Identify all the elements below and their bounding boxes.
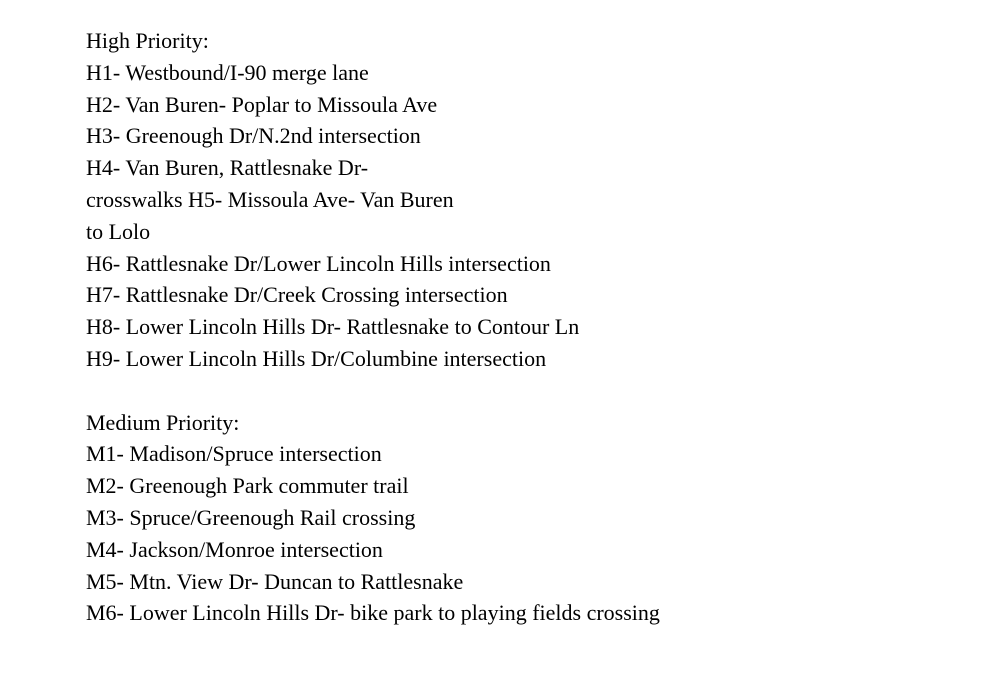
list-item: to Lolo <box>86 218 151 244</box>
list-item: M2- Greenough Park commuter trail <box>86 473 409 499</box>
high-priority-heading: High Priority: <box>86 28 209 53</box>
list-item: H7- Rattlesnake Dr/Creek Crossing intersection <box>86 282 508 308</box>
list-item: crosswalks H5- Missoula Ave- Van Buren <box>86 186 454 212</box>
list-item: H1- Westbound/I-90 merge lane <box>86 59 369 85</box>
medium-priority-section <box>86 407 966 630</box>
list-item: H6- Rattlesnake Dr/Lower Lincoln Hills intersection <box>86 250 551 276</box>
high-priority-section <box>86 25 966 375</box>
section-gap <box>86 375 966 407</box>
list-item: H3- Greenough Dr/N.2nd intersection <box>86 123 421 149</box>
list-item: H9- Lower Lincoln Hills Dr/Columbine intersection <box>86 345 547 371</box>
document-body <box>86 25 966 629</box>
list-item: H2- Van Buren- Poplar to Missoula Ave <box>86 91 438 117</box>
list-item: H8- Lower Lincoln Hills Dr- Rattlesnake to Contour Ln <box>86 314 580 340</box>
list-item: M5- Mtn. View Dr- Duncan to Rattlesnake <box>86 568 464 594</box>
list-item: M1- Madison/Spruce intersection <box>86 441 382 467</box>
list-item: M4- Jackson/Monroe intersection <box>86 536 383 562</box>
list-item: M6- Lower Lincoln Hills Dr- bike park to playing fields crossing <box>86 600 660 626</box>
list-item: H4- Van Buren, Rattlesnake Dr- <box>86 155 369 181</box>
medium-priority-heading: Medium Priority: <box>86 409 240 435</box>
list-item: M3- Spruce/Greenough Rail crossing <box>86 504 416 530</box>
